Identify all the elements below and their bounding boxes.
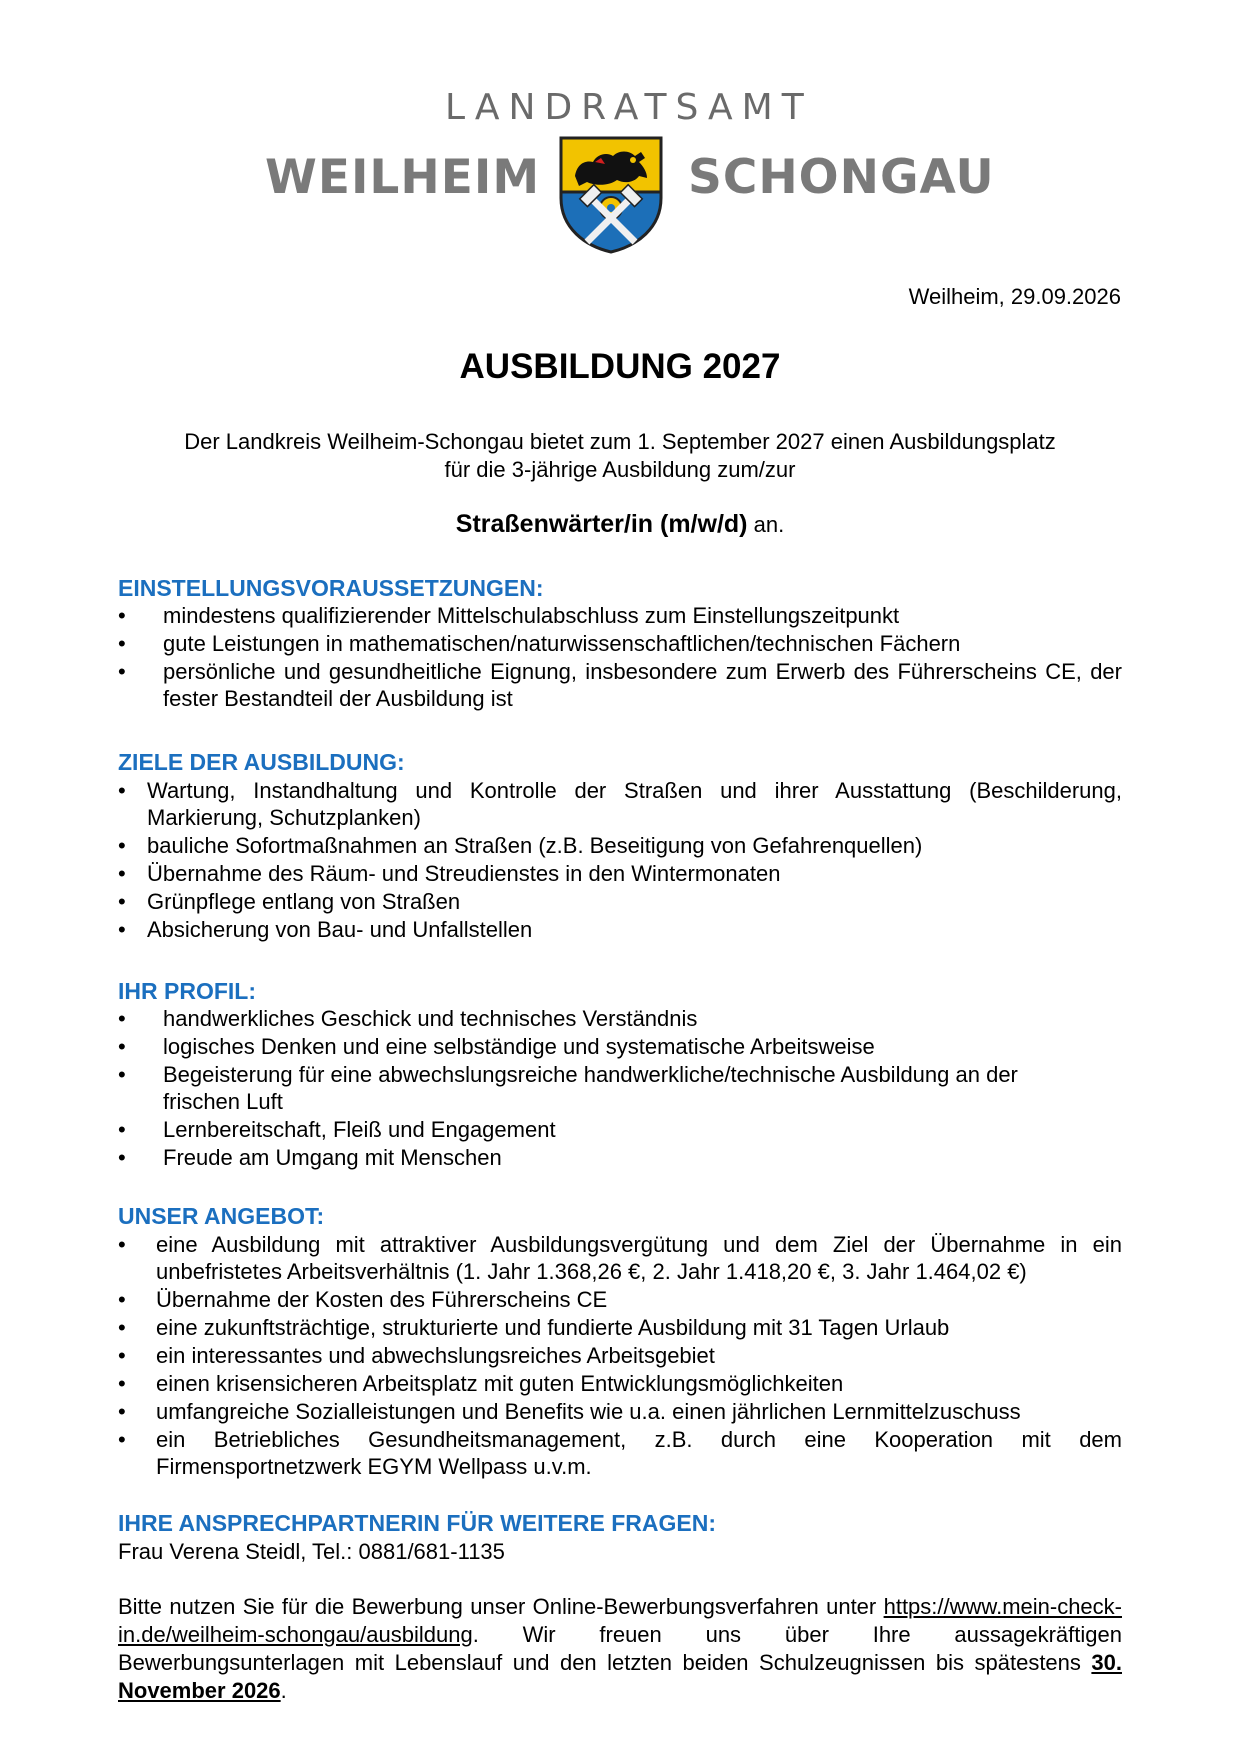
- section-heading-contact: IHRE ANSPRECHPARTNERIN FÜR WEITERE FRAGEN:: [118, 1510, 717, 1536]
- bullet-icon: •: [118, 778, 126, 803]
- list-item-text: Begeisterung für eine abwechslungsreiche handwerkliche/technische Ausbildung an der frischen Luft: [163, 1062, 1018, 1114]
- list-item: [118, 1342, 1122, 1369]
- list-item-text: einen krisensicheren Arbeitsplatz mit guten Entwicklungsmöglichkeiten: [156, 1371, 844, 1396]
- bullet-icon: •: [118, 659, 126, 684]
- list-item: [118, 1144, 1122, 1171]
- bullet-icon: •: [118, 1343, 126, 1368]
- intro-line-2: für die 3-jährige Ausbildung zum/zur: [444, 457, 796, 482]
- bullet-icon: •: [118, 1371, 126, 1396]
- list-item-text: umfangreiche Sozialleistungen und Benefits wie u.a. einen jährlichen Lernmittelzuschuss: [156, 1399, 1021, 1424]
- application-link[interactable]: https://www.mein-check-in.de/weilheim-schongau/ausbildung: [118, 1594, 1122, 1647]
- bullet-icon: •: [118, 1315, 126, 1340]
- list-item: [118, 1286, 1122, 1313]
- document-date: Weilheim, 29.09.2026: [908, 284, 1121, 309]
- list-item-text: persönliche und gesundheitliche Eignung, insbesondere zum Erwerb des Führerscheins CE, der fester Bestandteil der Ausbildung ist: [163, 659, 1122, 711]
- closing-paragraph: [118, 1593, 1122, 1705]
- bullet-icon: •: [118, 1427, 126, 1452]
- list-item-text: Freude am Umgang mit Menschen: [163, 1145, 502, 1170]
- bullet-icon: •: [118, 1117, 126, 1142]
- closing-text-before: Bitte nutzen Sie für die Bewerbung unser Online-Bewerbungsverfahren unter: [118, 1594, 884, 1619]
- application-deadline: 30. November 2026: [118, 1650, 1122, 1703]
- list-item-text: ein Betriebliches Gesundheitsmanagement, z.B. durch eine Kooperation mit dem Firmensportnetzwerk EGYM Wellpass u.v.m.: [156, 1427, 1122, 1479]
- list-item: [118, 1370, 1122, 1397]
- bullet-icon: •: [118, 1287, 126, 1312]
- bullet-icon: •: [118, 1145, 126, 1170]
- bullet-icon: •: [118, 861, 126, 886]
- list-item-text: Grünpflege entlang von Straßen: [147, 889, 461, 914]
- bullet-icon: •: [118, 1232, 126, 1257]
- logo-name-right: SCHONGAU: [688, 150, 995, 205]
- list-item-text: Übernahme des Räum- und Streudienstes in den Wintermonaten: [147, 861, 781, 886]
- list-item-text: Wartung, Instandhaltung und Kontrolle der Straßen und ihrer Ausstattung (Beschilderung, Markierung, Schutzplanken): [147, 778, 1122, 830]
- requirements-list: [118, 602, 1122, 713]
- list-item-text: Übernahme der Kosten des Führerscheins CE: [156, 1287, 608, 1312]
- contact-person: Frau Verena Steidl, Tel.: 0881/681-1135: [118, 1539, 505, 1564]
- intro-text: [120, 428, 1120, 484]
- job-title: Straßenwärter/in (m/w/d): [455, 510, 748, 538]
- list-item: [118, 1398, 1122, 1425]
- list-item-text: eine zukunftsträchtige, strukturierte und fundierte Ausbildung mit 31 Tagen Urlaub: [156, 1315, 950, 1340]
- section-heading-goals: ZIELE DER AUSBILDUNG:: [118, 749, 405, 775]
- bullet-icon: •: [118, 631, 126, 656]
- list-item-text: mindestens qualifizierender Mittelschulabschluss zum Einstellungszeitpunkt: [163, 603, 900, 628]
- list-item: [118, 860, 1122, 887]
- page-title: AUSBILDUNG 2027: [459, 347, 781, 386]
- list-item: [118, 916, 1122, 943]
- coat-of-arms-icon: [555, 132, 667, 256]
- list-item: [118, 658, 1122, 712]
- section-heading-profile: IHR PROFIL:: [118, 978, 256, 1004]
- bullet-icon: •: [118, 1062, 126, 1087]
- list-item-text: ein interessantes und abwechslungsreiches Arbeitsgebiet: [156, 1343, 715, 1368]
- list-item: [118, 1231, 1122, 1285]
- section-heading-requirements: EINSTELLUNGSVORAUSSETZUNGEN:: [118, 575, 544, 601]
- list-item: [118, 1033, 1122, 1060]
- job-title-suffix: an.: [747, 512, 785, 537]
- list-item: [118, 1426, 1122, 1480]
- profile-list: [118, 1005, 1122, 1172]
- bullet-icon: •: [118, 1034, 126, 1059]
- bullet-icon: •: [118, 1399, 126, 1424]
- list-item-text: Lernbereitschaft, Fleiß und Engagement: [163, 1117, 556, 1142]
- list-item: [118, 777, 1122, 831]
- job-title-line: [120, 508, 1120, 541]
- list-item-text: gute Leistungen in mathematischen/naturwissenschaftlichen/technischen Fächern: [163, 631, 961, 656]
- closing-end: .: [280, 1678, 287, 1703]
- list-item: [118, 888, 1122, 915]
- org-line: LANDRATSAMT: [445, 87, 813, 128]
- logo-name-left: WEILHEIM: [265, 150, 541, 205]
- list-item-text: eine Ausbildung mit attraktiver Ausbildungsvergütung und dem Ziel der Übernahme in ein unbefristetes Arbeitsverhältnis (1. Jahr 1.368,26 €, 2. Jahr 1.418,20 €, 3. Jahr 1.464,02 €): [156, 1232, 1122, 1284]
- list-item: [118, 630, 1122, 657]
- list-item: [118, 1005, 1122, 1032]
- intro-line-1: Der Landkreis Weilheim-Schongau bietet zum 1. September 2027 einen Ausbildungsplatz: [184, 429, 1056, 454]
- bullet-icon: •: [118, 889, 126, 914]
- list-item: [118, 1116, 1122, 1143]
- bullet-icon: •: [118, 603, 126, 628]
- list-item-text: handwerkliches Geschick und technisches Verständnis: [163, 1006, 698, 1031]
- list-item: [118, 832, 1122, 859]
- offer-list: [118, 1231, 1122, 1481]
- list-item: [118, 602, 1122, 629]
- goals-list: [118, 777, 1122, 944]
- list-item-text: Absicherung von Bau- und Unfallstellen: [147, 917, 533, 942]
- closing-text-after: . Wir freuen uns über Ihre aussagekräftigen Bewerbungsunterlagen mit Lebenslauf und den letzten beiden Schulzeugnissen bis spätestens: [118, 1622, 1122, 1675]
- list-item: [118, 1061, 1122, 1115]
- list-item-text: bauliche Sofortmaßnahmen an Straßen (z.B. Beseitigung von Gefahrenquellen): [147, 833, 923, 858]
- bullet-icon: •: [118, 917, 126, 942]
- list-item: [118, 1314, 1122, 1341]
- bullet-icon: •: [118, 1006, 126, 1031]
- list-item-text: logisches Denken und eine selbständige und systematische Arbeitsweise: [163, 1034, 875, 1059]
- bullet-icon: •: [118, 833, 126, 858]
- section-heading-offer: UNSER ANGEBOT:: [118, 1203, 325, 1229]
